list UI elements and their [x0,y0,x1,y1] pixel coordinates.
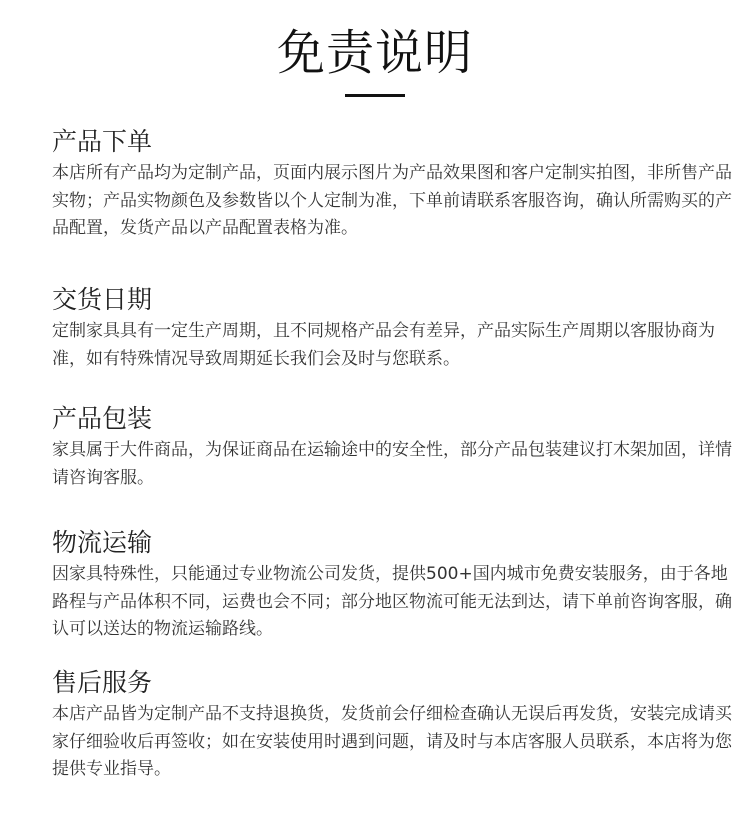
section-body: 家具属于大件商品，为保证商品在运输途中的安全性，部分产品包装建议打木架加固，详情请咨询客服。 [52,440,732,488]
section-logistics [52,527,732,644]
section-heading: 物流运输 [52,528,153,557]
section-heading: 产品下单 [52,127,153,156]
page-title: 免责说明 [276,25,473,81]
section-body: 因家具特殊性，只能通过专业物流公司发货，提供500+国内城市免费安装服务，由于各地路程与产品体积不同，运费也会不同；部分地区物流可能无法到达，请下单前咨询客服，确认可以送达的物流运输路线。 [52,564,732,639]
section-body: 定制家具具有一定生产周期，且不同规格产品会有差异，产品实际生产周期以客服协商为准，如有特殊情况导致周期延长我们会及时与您联系。 [52,321,715,369]
section-heading: 产品包装 [52,404,153,433]
section-order [52,126,732,243]
section-body: 本店产品皆为定制产品不支持退换货，发货前会仔细检查确认无误后再发货，安装完成请买家仔细验收后再签收；如在安装使用时遇到问题，请及时与本店客服人员联系，本店将为您提供专业指导。 [52,704,732,779]
title-underline [345,94,405,97]
section-after-sales [52,667,732,784]
section-body: 本店所有产品均为定制产品，页面内展示图片为产品效果图和客户定制实拍图，非所售产品实物；产品实物颜色及参数皆以个人定制为准，下单前请联系客服咨询，确认所需购买的产品配置，发货产品以产品配置表格为准。 [52,163,732,238]
section-delivery [52,284,732,373]
section-heading: 售后服务 [52,668,153,697]
section-packaging [52,403,732,492]
section-heading: 交货日期 [52,285,153,314]
